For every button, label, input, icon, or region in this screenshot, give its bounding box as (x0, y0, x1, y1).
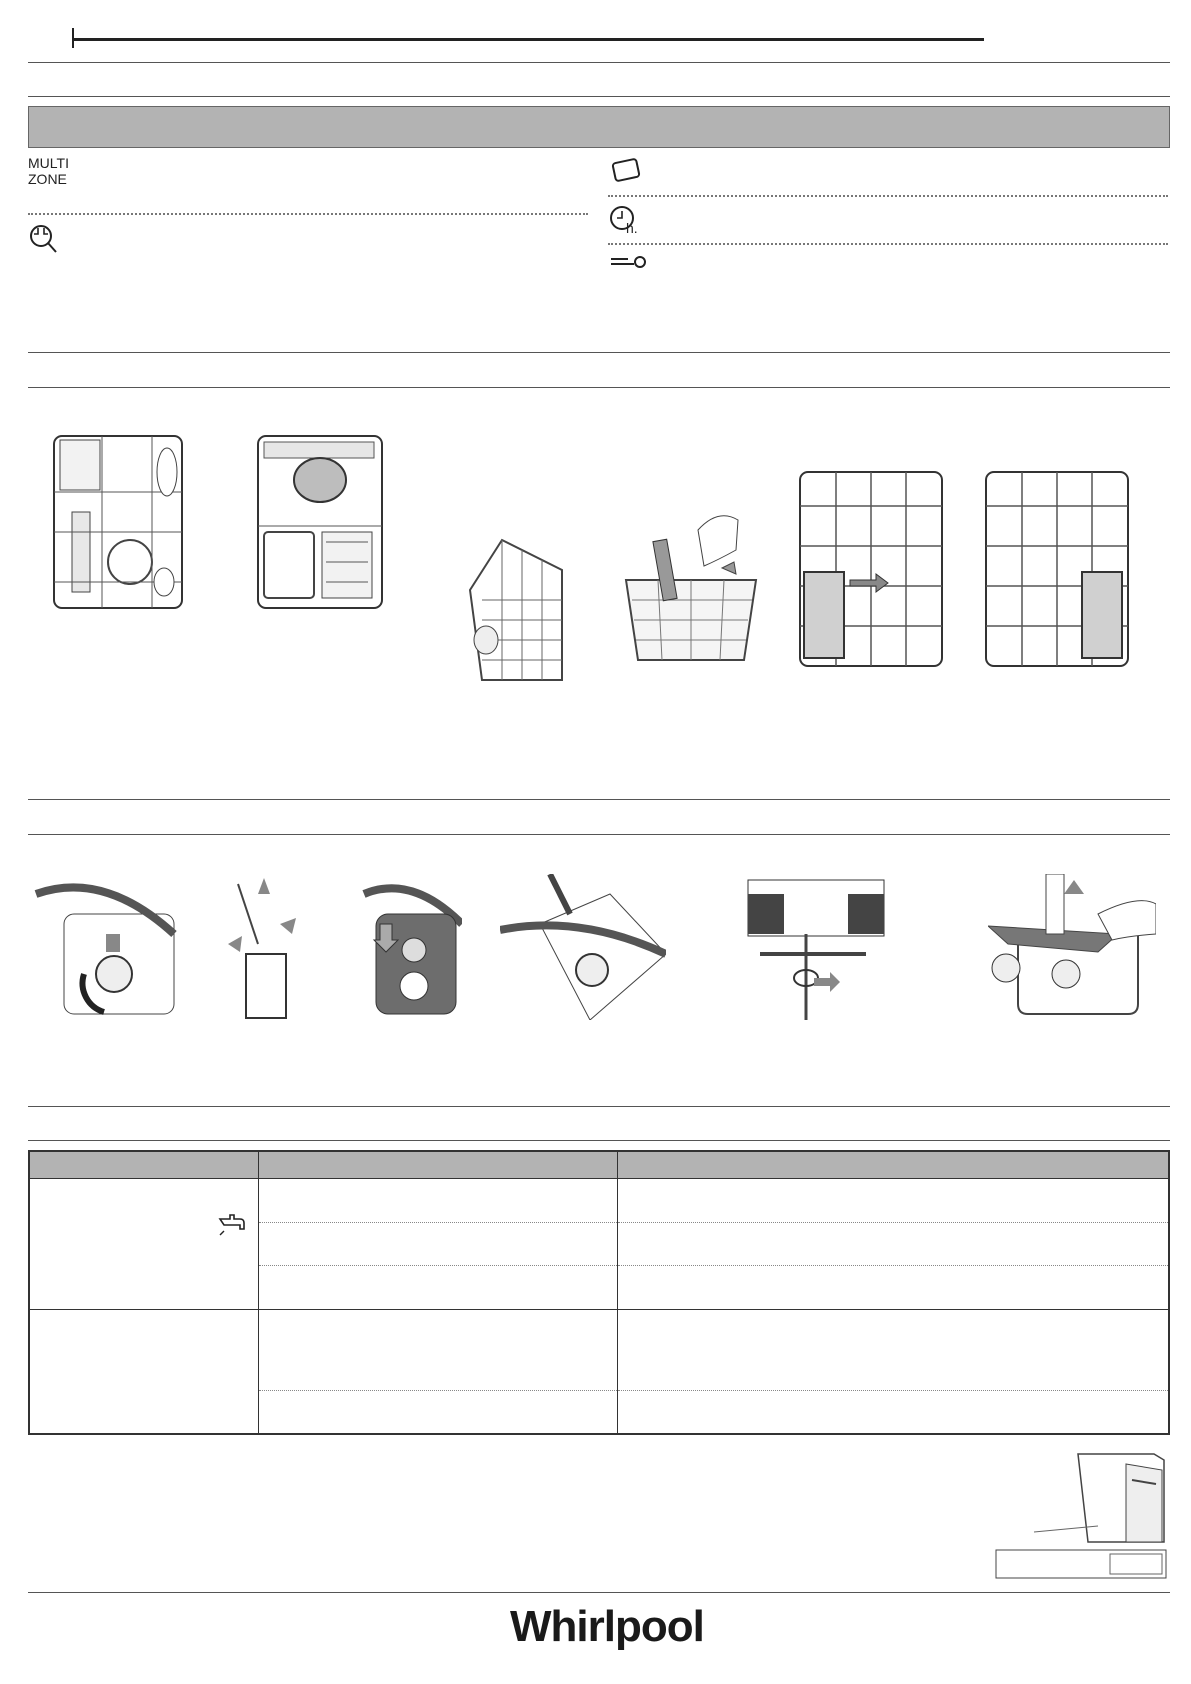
side-rack-illustration (462, 530, 566, 690)
section-band (28, 106, 1170, 148)
brand-logo: Whirlpool (510, 1602, 704, 1651)
divider-7 (28, 1106, 1170, 1107)
rack-with-basket-right-illustration (982, 466, 1132, 672)
divider-2 (28, 96, 1170, 97)
cause-cell (259, 1310, 618, 1391)
cause-cell (259, 1222, 618, 1266)
third-spray-arm-illustration (988, 874, 1156, 1020)
solution-cell (618, 1222, 1170, 1266)
upper-rack-illustration (256, 432, 386, 618)
multizone-label-line1: MULTI (28, 155, 69, 171)
divider-1 (28, 62, 1170, 63)
problem-cell (29, 1310, 259, 1435)
options-separator-right-1 (608, 195, 1168, 197)
solution-cell (618, 1266, 1170, 1310)
cause-cell (259, 1179, 618, 1223)
multizone-label-line2: ZONE (28, 171, 67, 187)
column-header-solutions (618, 1151, 1170, 1179)
solution-cell (618, 1310, 1170, 1391)
options-separator-left (28, 213, 588, 215)
key-lock-icon (610, 252, 646, 272)
upper-spray-arm-illustration (746, 874, 886, 1020)
divider-8 (28, 1140, 1170, 1141)
table-row (29, 1310, 1169, 1391)
header-tick (72, 28, 74, 48)
options-separator-right-2 (608, 243, 1168, 245)
column-header-causes (259, 1151, 618, 1179)
column-header-problem (29, 1151, 259, 1179)
cause-cell (259, 1391, 618, 1435)
filter-remove-illustration (218, 874, 318, 1020)
divider-4 (28, 387, 1170, 388)
divider-6 (28, 834, 1170, 835)
rack-with-basket-left-illustration (796, 466, 946, 672)
multizone-icon (28, 155, 69, 187)
table-header-row (29, 1151, 1169, 1179)
cutlery-basket-illustration (618, 510, 764, 666)
footer-divider (28, 1592, 1170, 1593)
dishwasher-rating-plate-illustration (994, 1450, 1170, 1580)
divider-3 (28, 352, 1170, 353)
table-row (29, 1179, 1169, 1223)
lower-rack-illustration (52, 432, 186, 618)
cause-cell (259, 1266, 618, 1310)
search-sensor-icon (28, 222, 60, 254)
delay-timer-label: h. (626, 220, 638, 236)
divider-5 (28, 799, 1170, 800)
header-rule (72, 38, 984, 41)
filter-unscrew-illustration (34, 874, 184, 1020)
solution-cell (618, 1391, 1170, 1435)
tablet-icon (610, 157, 642, 185)
problem-cell (29, 1179, 259, 1310)
filter-insert-illustration (362, 874, 462, 1020)
spray-arm-lower-illustration (500, 874, 666, 1020)
solution-cell (618, 1179, 1170, 1223)
water-tap-icon (218, 1213, 246, 1237)
troubleshooting-table (28, 1150, 1170, 1435)
